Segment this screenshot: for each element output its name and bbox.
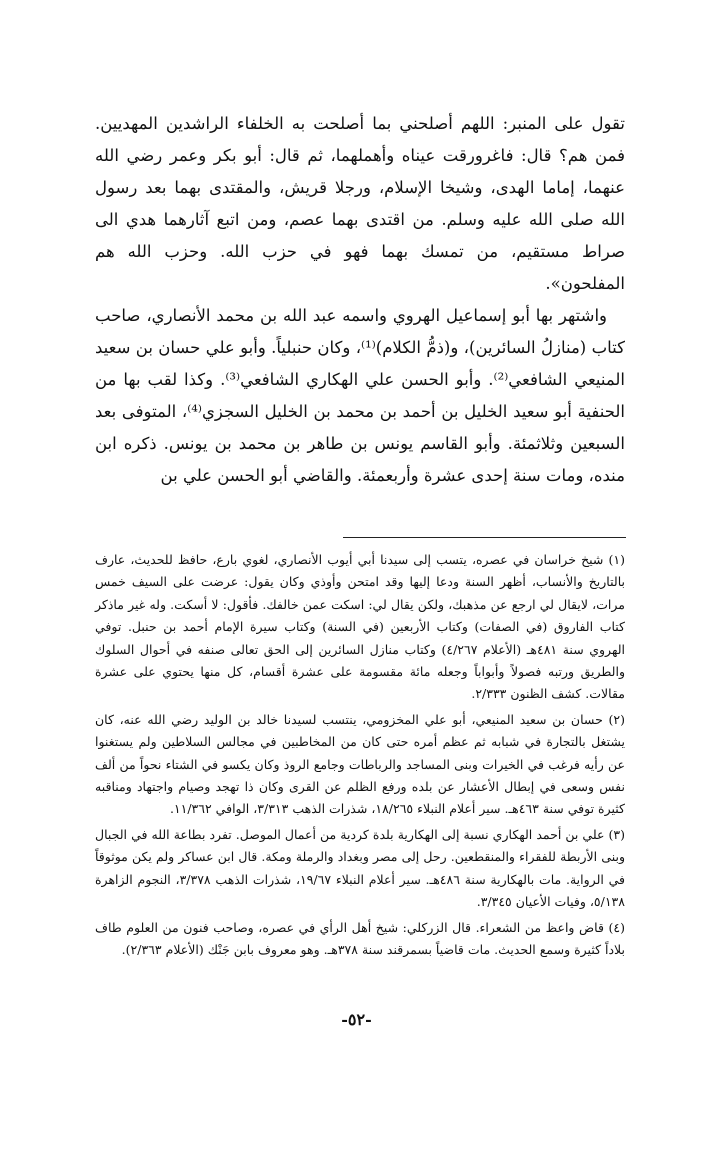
page-number: -٥٢- (341, 1010, 372, 1029)
footnote-1: (١) شيخ خراسان في عصره، يتسب إلى سيدنا أبي أيوب الأنصاري، لغوي بارع، حافظ للحديث، عارف بالتاريخ والأنساب، أظهر السنة ودعا إليها وقد امتحن وأوذي وكان يقول: عرضت على السيف خمس مرات، لايقال لي ارجع عن مذهبك، ولكن يقال لي: اسكت عمن خالفك. فأقول: لا أسكت. وله غير ماذكر كتاب الفاروق (في الصفات) وكتاب الأربعين (في السنة) وكتاب سيرة الإمام أحمد بن حنبل. توفي الهروي سنة ٤٨١هـ (الأعلام ٤/٢٦٧) وكتاب منازل السائرين إلى الحق تعالى صنفه في أحوال السلوك والطريق ورتبه فصولاً وأبواباً وجعله مائة مقسومة على عشرة أقسام، كل منها يحتوي على عشرة مقالات. كشف الظنون ٢/٣٣٣. (95, 552, 626, 702)
footnote-3: (٣) علي بن أحمد الهكاري نسبة إلى الهكارية بلدة كردية من أعمال الموصل. تفرد بطاعة الله في الجبال وبنى الأربطة للفقراء والمنقطعين. رحل إلى مصر وبغداد والرملة ومكة. قال ابن عساكر ولم يكن موثوقاً في الرواية. مات بالهكارية سنة ٤٨٦هـ. سير أعلام النبلاء ١٩/٦٧، شذرات الذهب ٣/٣٧٨، النجوم الزاهرة ٥/١٣٨، وفيات الأعيان ٣/٣٤٥. (95, 826, 626, 910)
main-paragraph-1: تقول على المنبر: اللهم أصلحني بما أصلحت به الخلفاء الراشدين المهديين. فمن هم؟ قال: فاغرورقت عيناه وأهملهما، ثم قال: أبو بكر وعمر رضي الله عنهما، إماما الهدى، وشيخا الإسلام، ورجلا قريش، والمقتدى بهما بعد رسول الله صلى الله عليه وسلم. من اقتدى بهما عصم، ومن اتبع آثارهما هدي الى صراط مستقيم، من تمسك بهما فهو في حزب الله. وحزب الله هم المفلحون». (95, 114, 625, 293)
main-paragraph-2: واشتهر بها أبو إسماعيل الهروي واسمه عبد الله بن محمد الأنصاري، صاحب كتاب (منازلُ السائرين)، و(ذمُّ الكلام)⁽¹⁾، وكان حنبلياً. وأبو علي حسان بن سعيد المنيعي الشافعي⁽²⁾. وأبو الحسن علي الهكاري الشافعي⁽³⁾. وكذا لقب بها من الحنفية أبو سعيد الخليل بن أحمد بن محمد بن الخليل السجزي⁽⁴⁾، المتوفى بعد السبعين وثلاثمئة. وأبو القاسم يونس بن طاهر بن محمد بن يونس. ذكره ابن منده، ومات سنة إحدى عشرة وأربعمئة. والقاضي أبو الحسن علي بن (95, 306, 626, 485)
footnote-2: (٢) حسان بن سعيد المنيعي، أبو علي المخزومي، ينتسب لسيدنا خالد بن الوليد رضي الله عنه، كان يشتغل بالتجارة في شبابه ثم عظم أمره حتى كان من المخاطبين في مجالس السلاطين ولم يستغنوا عن رأيه فرغب في الخيرات وبنى المساجد والرباطات وجامع الروذ وكان يكسو في الشتاء نحواً من ألف نفس وسعى في إبطال الأعشار عن بلده ورفع الظلم عن القرى وكان ذا تهجد وصيام واجتهاد ومناقبه كثيرة توفي سنة ٤٦٣هـ. سير أعلام النبلاء ١٨/٢٦٥، شذرات الذهب ٣/٣١٣، الوافي ١١/٣٦٢. (95, 711, 625, 817)
footnotes (95, 549, 625, 964)
main-text (95, 108, 625, 492)
footnote-4: (٤) قاض واعظ من الشعراء. قال الزركلي: شيخ أهل الرأي في عصره، وصاحب فنون من العلوم طاف بلاداً كثيرة وسمع الحديث. مات قاضياً بسمرقند سنة ٣٧٨هـ. وهو معروف بابن جَنْك (الأعلام ٢/٣٦٣). (95, 919, 625, 957)
footnote-separator (343, 537, 626, 538)
